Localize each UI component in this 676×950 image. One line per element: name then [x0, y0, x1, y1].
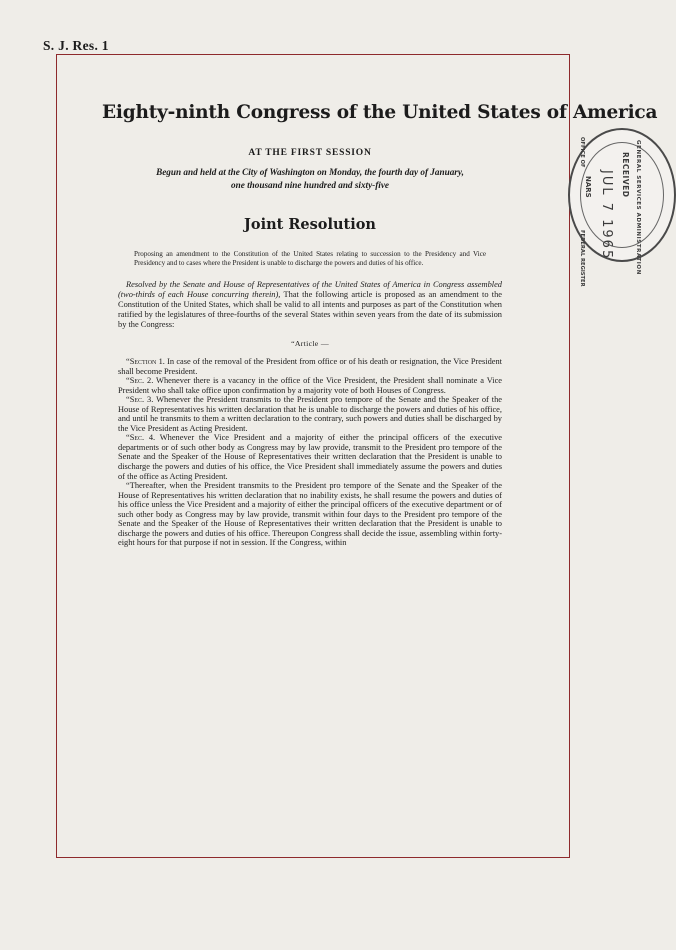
section-2 [118, 376, 502, 395]
stamp-agency: GENERAL SERVICES ADMINISTRATION [635, 140, 641, 275]
begun-line-2: one thousand nine hundred and sixty-five [231, 179, 389, 190]
stamp-federal-register: FEDERAL REGISTER [579, 230, 585, 287]
joint-resolution-title: Joint Resolution [244, 216, 376, 233]
stamp-date: JUL 7 1965 [599, 170, 614, 261]
section-1 [118, 357, 502, 376]
section-lead: “Section 1. [126, 357, 165, 366]
section-text: In case of the removal of the President from office or of his death or resignation, the Vice President shall become President. [118, 357, 502, 376]
section-lead: “Sec. 4. [126, 433, 156, 443]
stamp-received: RECEIVED [621, 152, 630, 198]
section-lead: “Sec. 2. [126, 376, 154, 386]
begun-and-held [118, 166, 502, 191]
section-4-continued [118, 481, 502, 548]
resolved-text: That the following article is proposed as an amendment to the Constitution of the United States, which shall be valid to all intents and purposes as part of the Constitution when ratified by the legislatures of three-fourths of the several States within seven years from the date of its submission by the Congress: [118, 290, 502, 329]
resolution-summary: Proposing an amendment to the Constitution of the United States relating to succession to the Presidency and Vice Presidency and to cases where the President is unable to discharge the powers and duties of his office. [134, 250, 486, 267]
resolved-clause: Resolved by the Senate and House of Representatives of the United States of America in Congress assembled (two-thirds of each House concurring therein), [118, 280, 502, 299]
section-text: Whenever the President transmits to the President pro tempore of the Senate and the Speaker of the House of Representatives his written declaration that he is unable to discharge the powers and duties of his office, and until he transmits to them a written declaration to the contrary, such powers and duties shall be discharged by the Vice President as Acting President. [118, 395, 502, 433]
section-lead: “Sec. 3. [126, 395, 154, 405]
section-lead: “Thereafter, [126, 481, 167, 491]
section-text: Whenever the Vice President and a majority of either the principal officers of the executive departments or of such other body as Congress may by law provide, transmit to the President pro tempore of the Senate and the Speaker of the House of Representatives their written declaration that the President is unable to discharge the powers and duties of his office, the Vice President shall immediately assume the powers and duties of the office as Acting President. [118, 433, 502, 481]
article-heading: “Article — [291, 339, 329, 348]
section-3 [118, 395, 502, 433]
stamp-office: OFFICE OF [579, 137, 585, 168]
congress-title: Eighty-ninth Congress of the United States of America [102, 102, 658, 123]
stamp-nars: NARS [584, 176, 592, 198]
bill-number: S. J. Res. 1 [43, 38, 109, 53]
article-body [118, 357, 502, 548]
section-text: when the President transmits to the President pro tempore of the Senate and the Speaker of the House of Representatives his written declaration that no inability exists, he shall resume the powers and duties of his office unless the Vice President and a majority of either the principal officers of the executive department or of such other body as Congress may by law provide, transmit within four days to the President pro tempore of the Senate and the Speaker of the House of Representatives their written declaration that the President is unable to discharge the powers and duties of his office. Thereupon Congress shall decide the issue, assembling within forty-eight hours for that purpose if not in session. If the Congress, within [118, 481, 502, 548]
section-4 [118, 433, 502, 481]
session-heading: AT THE FIRST SESSION [248, 148, 372, 158]
preamble [118, 280, 502, 330]
section-text: Whenever there is a vacancy in the office of the Vice President, the President shall nominate a Vice President who shall take office upon confirmation by a majority vote of both Houses of Congress. [118, 376, 502, 395]
begun-line-1: Begun and held at the City of Washington on Monday, the fourth day of January, [156, 167, 464, 177]
